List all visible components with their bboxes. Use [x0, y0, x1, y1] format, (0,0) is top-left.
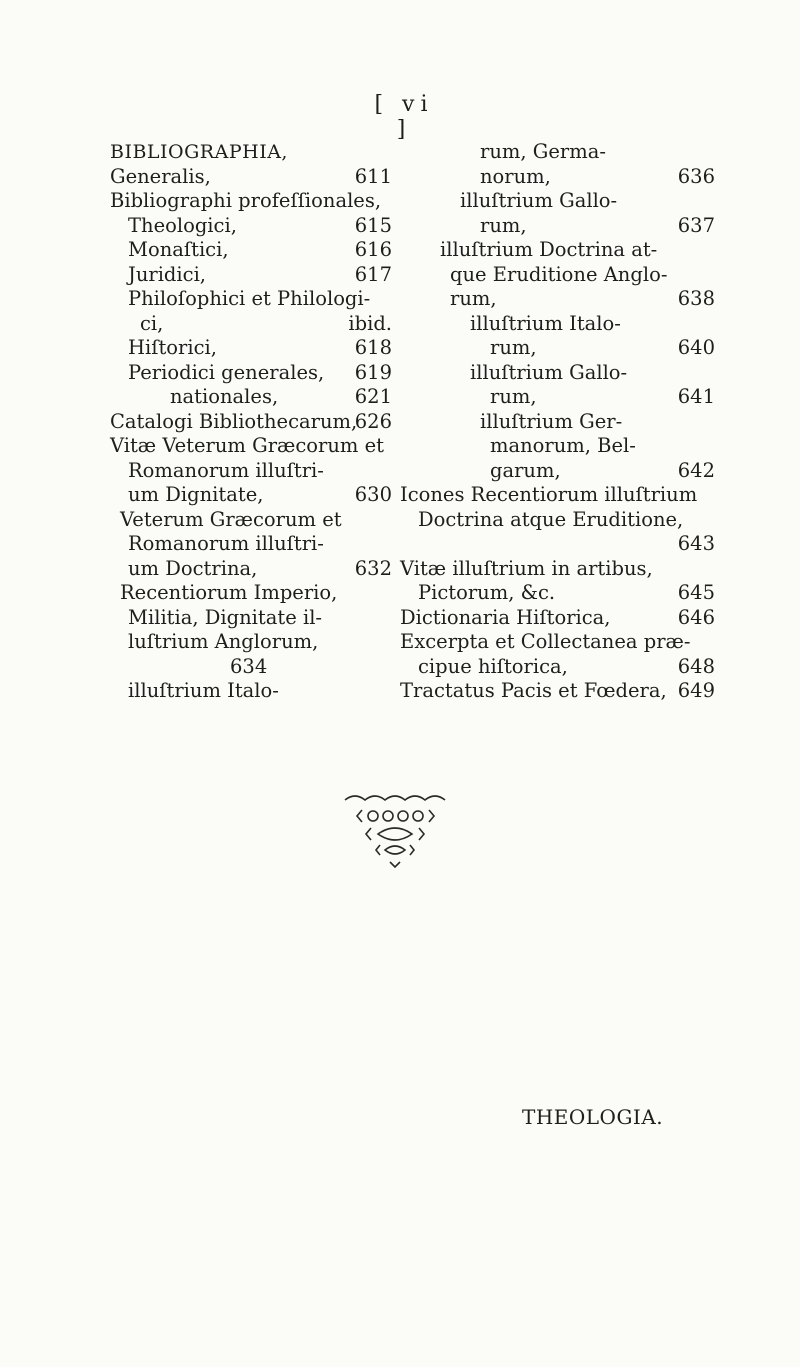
entry-text: Hiſtorici,: [128, 336, 217, 359]
index-entry: [110, 679, 392, 704]
entry-page-number: ibid.: [348, 311, 392, 335]
entry-text: illuſtrium Gallo-: [460, 189, 618, 212]
index-entry: [370, 508, 715, 533]
entry-page-number: 637: [677, 213, 715, 237]
index-entry: [370, 581, 715, 606]
index-entry: [110, 361, 392, 386]
index-entry: [110, 483, 392, 508]
entry-page-number: 645: [677, 581, 715, 604]
entry-text: rum, Germa-: [480, 140, 606, 163]
entry-text: garum,: [490, 458, 561, 482]
entry-text: Catalogi Bibliothecarum,: [110, 409, 358, 433]
index-entry: [370, 238, 715, 263]
index-entry: [370, 679, 715, 704]
index-entry: [370, 532, 715, 557]
index-column-right: [370, 140, 715, 704]
entry-text: Pictorum, &c.: [418, 581, 556, 604]
entry-page-number: 643: [677, 532, 715, 555]
index-entry: [110, 532, 392, 557]
entry-text: um Dignitate,: [128, 483, 264, 506]
entry-text: Periodici generales,: [128, 360, 325, 384]
index-entry: [110, 508, 392, 533]
entry-text: ci,: [140, 311, 164, 335]
index-entry: [110, 459, 392, 484]
index-entry: [110, 434, 392, 459]
entry-page-number: 641: [677, 385, 715, 408]
entry-text: Vitæ illuſtrium in artibus,: [400, 556, 653, 580]
index-entry: [370, 140, 715, 165]
entry-text: Generalis,: [110, 164, 211, 188]
index-entry: [110, 189, 392, 214]
entry-text: Veterum Græcorum et: [120, 507, 342, 531]
index-entry: [110, 630, 392, 655]
index-entry: [110, 557, 392, 582]
entry-text: illuſtrium Doctrina at-: [440, 238, 658, 261]
entry-page-number: 615: [354, 213, 392, 237]
index-entry: [370, 483, 715, 508]
index-entry: [370, 655, 715, 680]
entry-text: que Eruditione Anglo-: [450, 262, 668, 286]
entry-text: Romanorum illuſtri-: [128, 458, 324, 482]
entry-page-number: 642: [677, 458, 715, 482]
index-entry: [370, 263, 715, 288]
index-entry: [370, 557, 715, 582]
index-entry: [370, 385, 715, 410]
printers-ornament: [340, 790, 450, 870]
entry-page-number: 646: [677, 605, 715, 629]
index-entry: [110, 214, 392, 239]
index-entry: [370, 434, 715, 459]
entry-text: Romanorum illuſtri-: [128, 532, 324, 555]
entry-text: Tractatus Pacis et Fœdera,: [400, 679, 667, 702]
entry-page-number: 640: [677, 336, 715, 359]
entry-page-number: 630: [354, 483, 392, 506]
catchword: THEOLOGIA.: [522, 1105, 664, 1129]
entry-text: luſtrium Anglorum,: [128, 630, 319, 653]
index-entry: [370, 410, 715, 435]
entry-page-number: 634: [230, 654, 268, 678]
entry-page-number: 616: [354, 238, 392, 261]
entry-text: Juridici,: [128, 262, 207, 286]
entry-text: Theologici,: [128, 213, 237, 237]
entry-text: rum,: [490, 336, 537, 359]
index-entry: [110, 581, 392, 606]
entry-page-number: 626: [354, 409, 392, 433]
index-entry: [110, 655, 392, 680]
entry-text: Doctrina atque Eruditione,: [418, 507, 684, 531]
entry-text: rum,: [450, 287, 497, 310]
index-entry: [370, 630, 715, 655]
index-entry: [370, 336, 715, 361]
entry-text: Excerpta et Collectanea præ-: [400, 630, 691, 653]
index-entry: [370, 459, 715, 484]
entry-text: Bibliographi profeſſionales,: [110, 189, 382, 212]
entry-page-number: 621: [354, 385, 392, 408]
index-entry: [370, 189, 715, 214]
entry-text: rum,: [490, 385, 537, 408]
entry-text: cipue hiſtorica,: [418, 654, 568, 678]
entry-text: Icones Recentiorum illuſtrium: [400, 483, 698, 506]
entry-page-number: 649: [677, 679, 715, 702]
entry-page-number: 636: [677, 164, 715, 188]
entry-text: illuſtrium Italo-: [128, 679, 279, 702]
entry-page-number: 611: [354, 164, 392, 188]
entry-page-number: 617: [354, 262, 392, 286]
entry-page-number: 632: [354, 556, 392, 580]
index-entry: [110, 140, 392, 165]
index-entry: [370, 214, 715, 239]
index-entry: [370, 606, 715, 631]
entry-page-number: 638: [677, 287, 715, 310]
entry-text: norum,: [480, 164, 551, 188]
entry-page-number: 648: [677, 654, 715, 678]
entry-text: um Doctrina,: [128, 556, 258, 580]
entry-text: Dictionaria Hiſtorica,: [400, 605, 611, 629]
entry-text: Philoſophici et Philologi-: [128, 287, 371, 310]
index-entry: [110, 238, 392, 263]
entry-text: nationales,: [170, 385, 279, 408]
entry-text: Vitæ Veterum Græcorum et: [110, 434, 384, 457]
index-entry: [110, 385, 392, 410]
entry-text: Monaſtici,: [128, 238, 229, 261]
entry-text: illuſtrium Gallo-: [470, 360, 628, 384]
entry-text: rum,: [480, 213, 527, 237]
entry-text: Recentiorum Imperio,: [120, 581, 338, 604]
index-entry: [110, 165, 392, 190]
index-entry: [110, 287, 392, 312]
index-entry: [370, 165, 715, 190]
entry-text: illuſtrium Ger-: [480, 409, 623, 433]
page-number: [ vi ]: [374, 92, 434, 142]
entry-text: manorum, Bel-: [490, 434, 636, 457]
index-entry: [110, 606, 392, 631]
entry-text: illuſtrium Italo-: [470, 311, 621, 335]
entry-page-number: 619: [354, 360, 392, 384]
index-entry: [370, 287, 715, 312]
entry-text: BIBLIOGRAPHIA,: [110, 141, 288, 163]
entry-page-number: 618: [354, 336, 392, 359]
index-entry: [370, 361, 715, 386]
index-entry: [110, 312, 392, 337]
entry-text: Militia, Dignitate il-: [128, 605, 323, 629]
index-entry: [370, 312, 715, 337]
index-entry: [110, 336, 392, 361]
index-column-left: [110, 140, 392, 704]
index-entry: [110, 410, 392, 435]
index-entry: [110, 263, 392, 288]
